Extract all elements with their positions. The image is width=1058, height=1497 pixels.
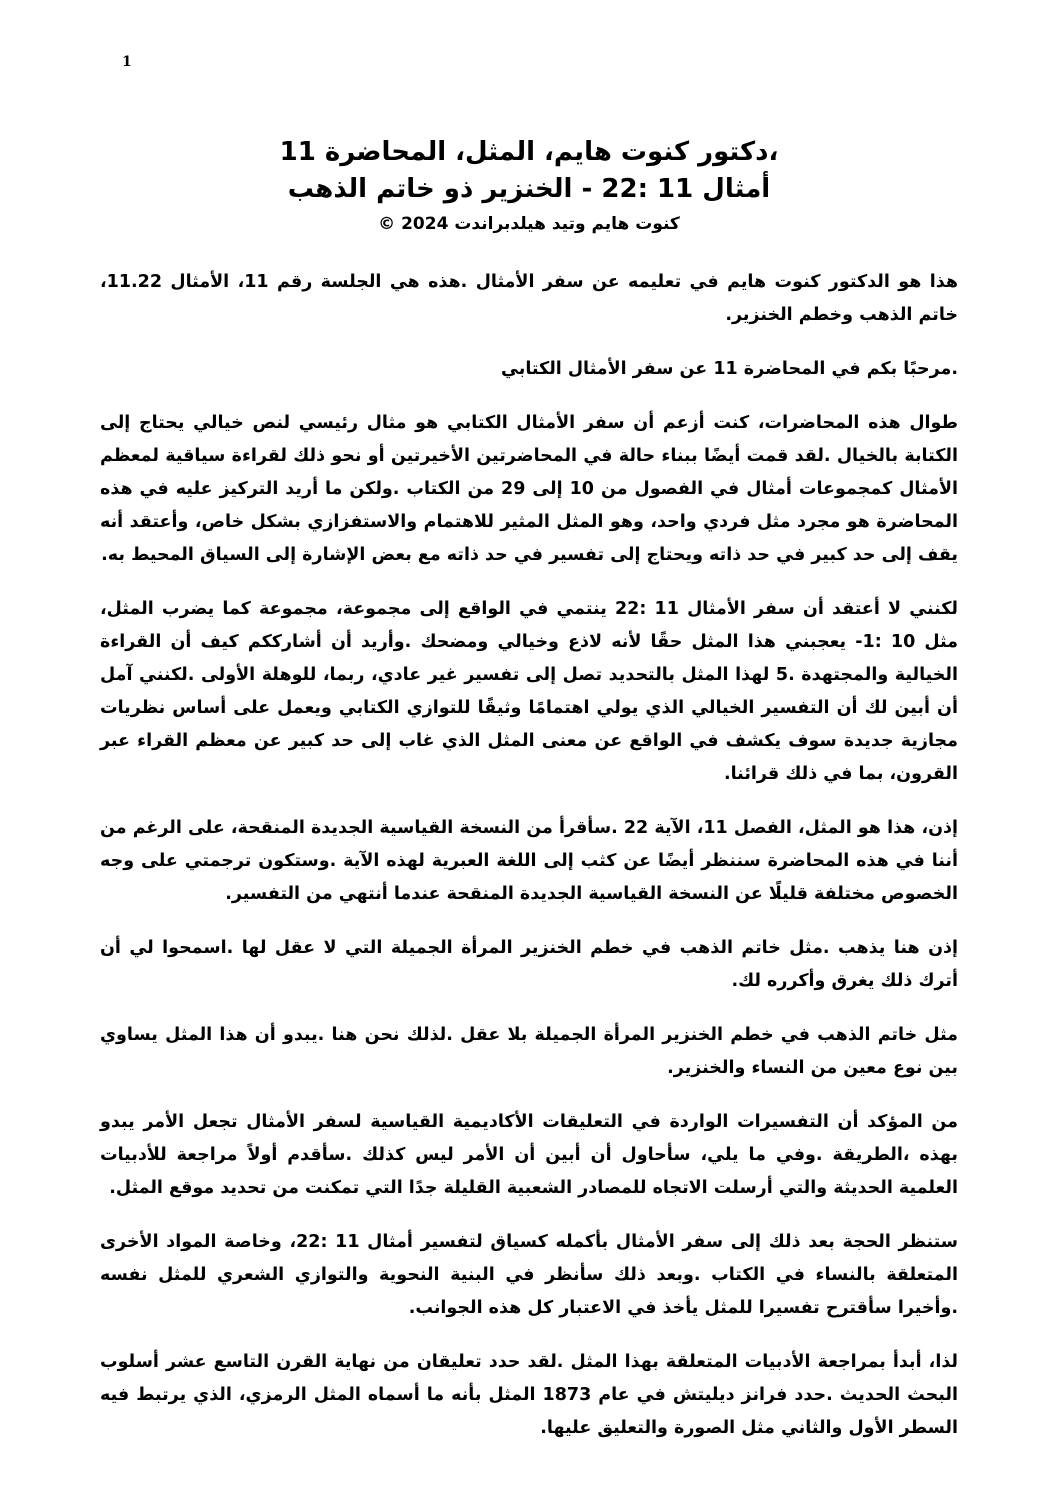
paragraph: ستنظر الحجة بعد ذلك إلى سفر الأمثال بأكمله كسياق لتفسير أمثال 11 :22، وخاصة المواد الأخرى المتعلقة بالنساء في الكتاب .وبعد ذلك سأنظر في البنية النحوية والتوازي الشعري للمثل نفسه .وأخيرا سأقترح تفسيرا للمثل يأخذ في الاعتبار كل هذه الجوانب.	[100, 1232, 958, 1318]
document-header	[100, 134, 958, 237]
document-body	[100, 266, 958, 1466]
paragraph: من المؤكد أن التفسيرات الواردة في التعليقات الأكاديمية القياسية لسفر الأمثال تجعل الأمر يبدو بهذه ،الطريقة .وفي ما يلي، سأحاول أن أبين أن الأمر ليس كذلك .سأقدم أولاً مراجعة للأدبيات العلمية الحديثة والتي أرسلت الاتجاه للمصادر الشعبية القليلة جدًا التي تمكنت من تحديد موقع المثل.	[100, 1112, 958, 1198]
paragraph: إذن، هذا هو المثل، الفصل 11، الآية 22 .سأقرأ من النسخة القياسية الجديدة المنقحة، على الرغم من أننا في هذه المحاضرة سننظر أيضًا عن كثب إلى اللغة العبرية لهذه الآية .وستكون ترجمتي على وجه الخصوص مختلفة قليلًا عن النسخة القياسية الجديدة المنقحة عندما أنتهي من التفسير.	[100, 818, 959, 904]
paragraph: لكنني لا أعتقد أن سفر الأمثال 11 :22 ينتمي في الواقع إلى مجموعة، مجموعة كما يضرب المثل، مثل 10 :1- يعجبني هذا المثل حقًا لأنه لاذع وخيالي ومضحك .وأريد أن أشارككم كيف أن القراءة الخيالية والمجتهدة .5 لهذا المثل بالتحديد تصل إلى تفسير غير عادي، ربما، للوهلة الأولى .لكنني آمل أن أبين لك أن التفسير الخيالي الذي يولي اهتمامًا وثيقًا للتوازي الكتابي ويعمل على أساس نظريات مجازية جديدة سوف يكشف في الواقع عن معنى المثل الذي غاب إلى حد كبير عن معظم القراء عبر القرون، بما في ذلك قرائنا.	[100, 599, 958, 784]
paragraph: مثل خاتم الذهب في خطم الخنزير المرأة الجميلة بلا عقل .لذلك نحن هنا .يبدو أن هذا المثل يساوي بين نوع معين من النساء والخنزير.	[100, 1025, 958, 1078]
page-number: 1	[122, 54, 132, 70]
document-byline: كنوت هايم وتيد هيلدبراندت 2024 ©	[378, 214, 680, 234]
paragraph: إذن هنا يذهب .مثل خاتم الذهب في خطم الخنزير المرأة الجميلة التي لا عقل لها .اسمحوا لي أن أترك ذلك يغرق وأكرره لك.	[100, 938, 958, 991]
document-title-line-1: ،دكتور كنوت هايم، المثل، المحاضرة 11	[279, 137, 779, 167]
paragraph: لذا، أبدأ بمراجعة الأدبيات المتعلقة بهذا المثل .لقد حدد تعليقان من نهاية القرن التاسع عشر أسلوب البحث الحديث .حدد فرانز ديليتش في عام 1873 المثل بأنه ما أسماه المثل الرمزي، الذي يرتبط فيه السطر الأول والثاني مثل الصورة والتعليق عليها.	[100, 1352, 958, 1438]
paragraph: .مرحبًا بكم في المحاضرة 11 عن سفر الأمثال الكتابي	[501, 359, 958, 379]
document-title-line-2: أمثال 11 :22 - الخنزير ذو خاتم الذهب	[287, 174, 771, 204]
paragraph: هذا هو الدكتور كنوت هايم في تعليمه عن سفر الأمثال .هذه هي الجلسة رقم 11، الأمثال 11.22، خاتم الذهب وخطم الخنزير.	[100, 272, 958, 325]
paragraph: طوال هذه المحاضرات، كنت أزعم أن سفر الأمثال الكتابي هو مثال رئيسي لنص خيالي يحتاج إلى الكتابة بالخيال .لقد قمت أيضًا ببناء حالة في المحاضرتين الأخيرتين أو نحو ذلك لقراءة سياقية لمعظم الأمثال كمجموعات أمثال في الفصول من 10 إلى 29 من الكتاب .ولكن ما أريد التركيز عليه في هذه المحاضرة هو مجرد مثل فردي واحد، وهو المثل المثير للاهتمام والاستفزازي بشكل خاص، وأعتقد أنه يقف إلى حد كبير في حد ذاته ويحتاج إلى تفسير في حد ذاته مع بعض الإشارة إلى السياق المحيط به.	[100, 413, 958, 565]
